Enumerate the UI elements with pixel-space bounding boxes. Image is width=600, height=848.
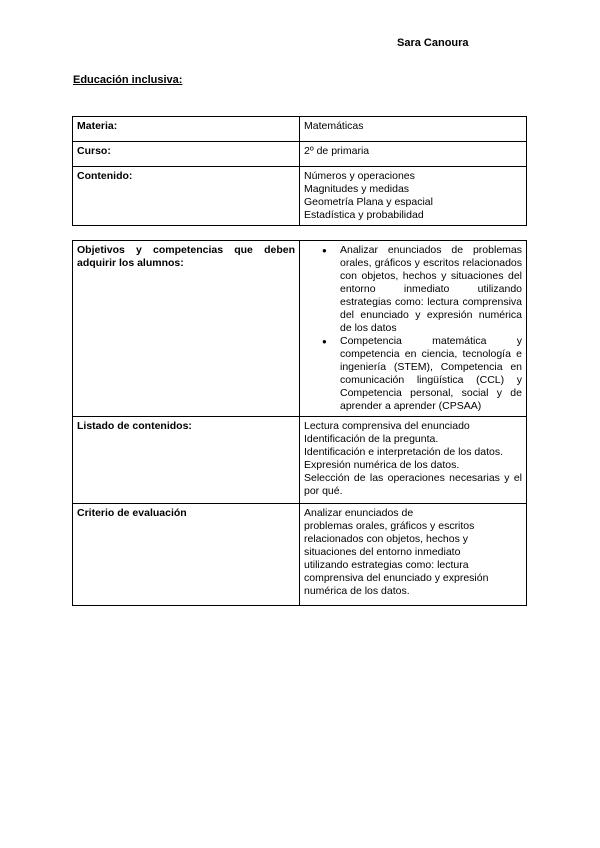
contents-label: Listado de contenidos: <box>73 417 300 504</box>
criteria-line: numérica de los datos. <box>304 585 410 597</box>
criteria-line: relacionados con objetos, hechos y <box>304 533 469 545</box>
objective-bullet: ● Competencia matemática y competencia en ciencia, tecnología e ingeniería (STEM), Competencia en comunicación lingüística (CCL) y Competencia personal, social y de aprender a aprender (CPSAA) <box>340 335 522 413</box>
author-name: Sara Canoura <box>397 37 469 49</box>
contents-line: Selección de las operaciones necesarias y el por qué. <box>304 472 522 497</box>
contents-line: Expresión numérica de los datos. <box>304 459 460 471</box>
info-table <box>72 116 527 226</box>
objective-bullet: ● Analizar enunciados de problemas orales, gráficos y escritos relacionados con objetos, hechos y situaciones del entorno inmediato utilizando estrategias como: lectura comprensiva del enunciado y expresión numérica de los datos <box>340 244 522 335</box>
criteria-line: Analizar enunciados de <box>304 507 414 519</box>
criteria-value <box>300 504 527 606</box>
table-row-contents <box>73 417 527 504</box>
table-row-objectives <box>73 241 527 417</box>
contents-line: Identificación de la pregunta. <box>304 433 439 445</box>
objectives-label: Objetivos y competencias que deben adquirir los alumnos: <box>73 241 300 417</box>
detail-table <box>72 240 527 606</box>
subject-value: Matemáticas <box>300 117 527 142</box>
course-label: Curso: <box>73 142 300 167</box>
content-item: Geometría Plana y espacial <box>304 196 433 208</box>
content-value <box>300 167 527 226</box>
table-row-criteria <box>73 504 527 606</box>
objectives-value <box>300 241 527 417</box>
table-row-subject <box>73 117 527 142</box>
table-row-course <box>73 142 527 167</box>
subject-label: Materia: <box>73 117 300 142</box>
criteria-line: situaciones del entorno inmediato <box>304 546 461 558</box>
document-title: Educación inclusiva: <box>73 74 183 86</box>
course-value: 2º de primaria <box>300 142 527 167</box>
contents-line: Identificación e interpretación de los datos. <box>304 446 504 458</box>
table-row-content <box>73 167 527 226</box>
objectives-list <box>304 244 522 413</box>
criteria-line: problemas orales, gráficos y escritos <box>304 520 475 532</box>
criteria-line: comprensiva del enunciado y expresión <box>304 572 489 584</box>
content-item: Estadística y probabilidad <box>304 209 424 221</box>
criteria-label: Criterio de evaluación <box>73 504 300 606</box>
criteria-line: utilizando estrategias como: lectura <box>304 559 469 571</box>
content-item: Magnitudes y medidas <box>304 183 410 195</box>
content-item: Números y operaciones <box>304 170 415 182</box>
contents-line: Lectura comprensiva del enunciado <box>304 420 470 432</box>
contents-value <box>300 417 527 504</box>
content-label: Contenido: <box>73 167 300 226</box>
